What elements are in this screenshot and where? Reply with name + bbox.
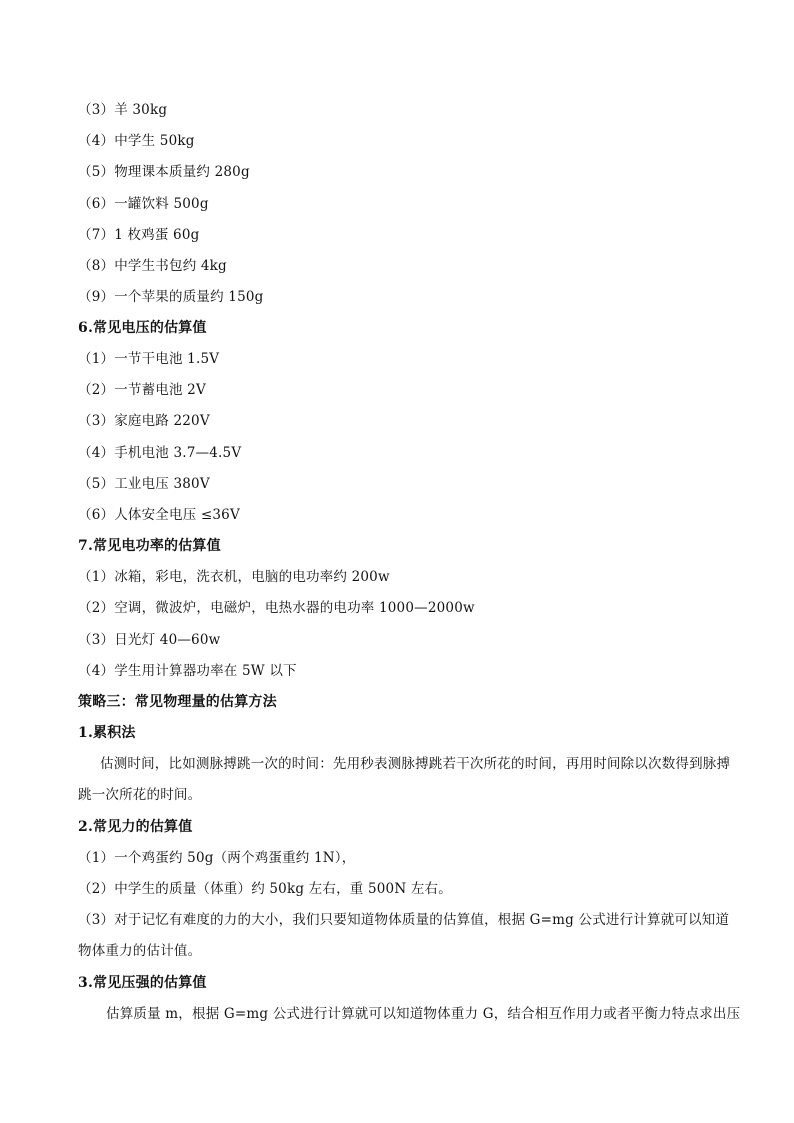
mass-item: （7）1 枚鸡蛋 60g <box>78 227 200 243</box>
voltage-item: （3）家庭电路 220V <box>78 413 210 429</box>
accumulate-paragraph: 估测时间，比如测脉搏跳一次的时间：先用秒表测脉搏跳若干次所花的时间，再用时间除以次数得到脉搏跳一次所花的时间。 <box>78 756 731 803</box>
strategy-heading: 策略三：常见物理量的估算方法 <box>78 694 277 710</box>
voltage-heading: 6.常见电压的估算值 <box>78 320 207 336</box>
mass-item: （5）物理课本质量约 280g <box>78 164 250 180</box>
accumulate-heading: 1.累积法 <box>78 725 136 741</box>
mass-item: （9）一个苹果的质量约 150g <box>78 289 264 305</box>
voltage-item: （5）工业电压 380V <box>78 476 210 492</box>
power-heading: 7.常见电功率的估算值 <box>78 538 221 554</box>
power-item: （3）日光灯 40—60w <box>78 632 221 648</box>
power-item: （2）空调，微波炉，电磁炉，电热水器的电功率 1000—2000w <box>78 600 475 616</box>
pressure-paragraph: 估算质量 m，根据 G=mg 公式进行计算就可以知道物体重力 G，结合相互作用力或者平衡力特点求出压 <box>106 1006 741 1022</box>
mass-item: （8）中学生书包约 4kg <box>78 258 227 274</box>
voltage-item: （2）一节蓄电池 2V <box>78 382 206 398</box>
voltage-item: （1）一节干电池 1.5V <box>78 351 220 367</box>
power-item: （1）冰箱，彩电，洗衣机，电脑的电功率约 200w <box>78 569 390 585</box>
force-item: （1）一个鸡蛋约 50g（两个鸡蛋重约 1N）， <box>78 850 356 866</box>
power-item: （4）学生用计算器功率在 5W 以下 <box>78 663 297 679</box>
force-item-3: （3）对于记忆有难度的力的大小，我们只要知道物体质量的估算值，根据 G=mg 公式进行计算就可以知道物体重力的估计值。 <box>78 912 730 959</box>
mass-item: （3）羊 30kg <box>78 102 168 118</box>
mass-item: （6）一罐饮料 500g <box>78 196 209 212</box>
force-item: （2）中学生的质量（体重）约 50kg 左右，重 500N 左右。 <box>78 881 452 897</box>
voltage-item: （4）手机电池 3.7—4.5V <box>78 445 242 461</box>
pressure-heading: 3.常见压强的估算值 <box>78 975 207 991</box>
mass-item: （4）中学生 50kg <box>78 133 195 149</box>
voltage-item: （6）人体安全电压 ≤36V <box>78 507 240 523</box>
force-heading: 2.常见力的估算值 <box>78 819 193 835</box>
